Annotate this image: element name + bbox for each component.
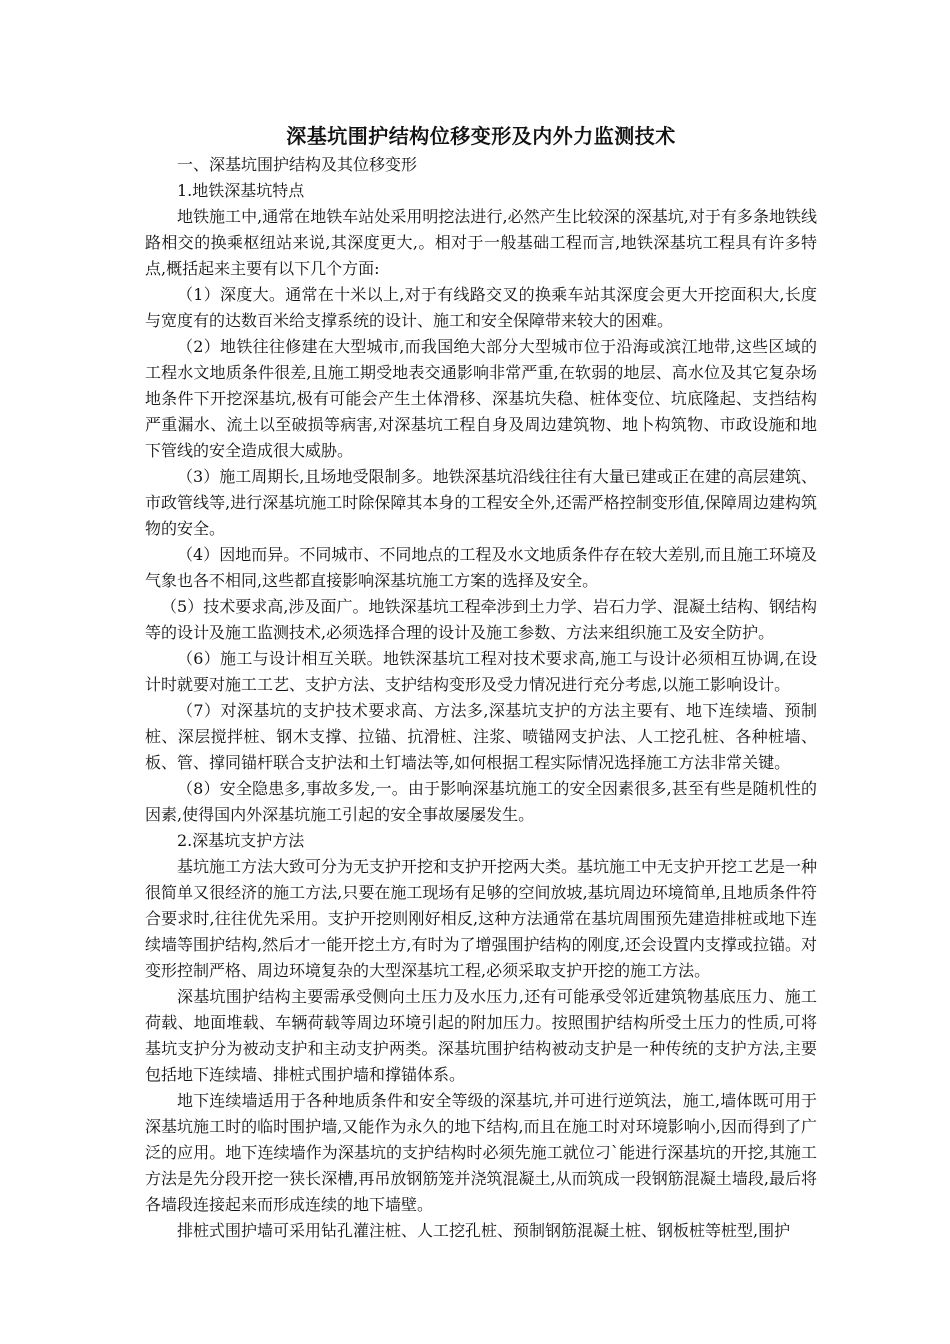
paragraph-item-5: （5）技术要求高,涉及面广。地铁深基坑工程牵涉到土力学、岩石力学、混凝土结构、钢结构等的设计及施工监测技术,必须选择合理的设计及施工参数、方法来组织施工及安全防护。 <box>145 597 817 642</box>
paragraph-item-4: （4）因地而异。不同城市、不同地点的工程及水文地质条件存在较大差别,而且施工环境及气象也各不相同,这些都直接影响深基坑施工方案的选择及安全。 <box>145 545 817 590</box>
section-heading: 一、深基坑围护结构及其位移变形 <box>177 155 418 174</box>
paragraph-pile-wall: 排桩式围护墙可采用钻孔灌注桩、人工挖孔桩、预制钢筋混凝土桩、钢板桩等桩型,围护 <box>177 1221 791 1240</box>
paragraph-intro: 地铁施工中,通常在地铁车站处采用明挖法进行,必然产生比较深的深基坑,对于有多条地铁线路相交的换乘枢纽站来说,其深度更大,。相对于一般基础工程而言,地铁深基坑工程具有许多特点,概括起来主要有以下几个方面: <box>145 207 817 278</box>
subsection-heading-subway-pit-features: 1.地铁深基坑特点 <box>177 181 305 200</box>
paragraph-retaining-structure: 深基坑围护结构主要需承受侧向土压力及水压力,还有可能承受邻近建筑物基底压力、施工荷载、地面堆载、车辆荷载等周边环境引起的附加压力。按照围护结构所受土压力的性质,可将基坑支护分为被动支护和主动支护两类。深基坑围护结构被动支护是一种传统的支护方法,主要包括地下连续墙、排桩式围护墙和撑锚体系。 <box>145 987 817 1084</box>
paragraph-item-2: （2）地铁往往修建在大型城市,而我国绝大部分大型城市位于沿海或滨江地带,这些区域的工程水文地质条件很差,且施工期受地表交通影响非常严重,在软弱的地层、高水位及其它复杂场地条件下开挖深基坑,极有可能会产生土体滑移、深基坑失稳、桩体变位、坑底隆起、支挡结构严重漏水、流土以至破损等病害,对深基坑工程自身及周边建筑物、地卜构筑物、市政设施和地下管线的安全造成很大威胁。 <box>145 337 817 460</box>
paragraph-item-6: （6）施工与设计相互关联。地铁深基坑工程对技术要求高,施工与设计必须相互协调,在设计时就要对施工工艺、支护方法、支护结构变形及受力情况进行充分考虑,以施工影响设计。 <box>145 649 817 694</box>
paragraph-excavation-methods: 基坑施工方法大致可分为无支护开挖和支护开挖两大类。基坑施工中无支护开挖工艺是一种很简单又很经济的施工方法,只要在施工现场有足够的空间放坡,基坑周边环境简单,且地质条件符合要求时,往往优先采用。支护开挖则刚好相反,这种方法通常在基坑周围预先建造排桩或地下连续墙等围护结构,然后才一能开挖土方,有时为了增强围护结构的刚度,还会设置内支撑或拉锚。对变形控制严格、周边环境复杂的大型深基坑工程,必须采取支护开挖的施工方法。 <box>145 857 818 980</box>
document-body <box>145 122 817 1244</box>
paragraph-item-3: （3）施工周期长,且场地受限制多。地铁深基坑沿线往往有大量已建或正在建的高层建筑、市政管线等,进行深基坑施工时除保障其本身的工程安全外,还需严格控制变形值,保障周边建构筑物的安全。 <box>145 467 817 538</box>
paragraph-item-7: （7）对深基坑的支护技术要求高、方法多,深基坑支护的方法主要有、地下连续墙、预制桩、深层搅拌桩、钢木支撑、拉锚、抗滑桩、注浆、喷锚网支护法、人工挖孔桩、各种桩墙、板、管、撑同锚杆联合支护法和土钉墙法等,如何根据工程实际情况选择施工方法非常关键。 <box>145 701 817 772</box>
paragraph-diaphragm-wall: 地下连续墙适用于各种地质条件和安全等级的深基坑,并可进行逆筑法，施工,墙体既可用于深基坑施工时的临时围护墙,又能作为永久的地下结构,而且在施工时对环境影响小,因而得到了广泛的应用。地下连续墙作为深基坑的支护结构时必须先施工就位刁`能进行深基坑的开挖,其施工方法是先分段开挖一狭长深槽,再吊放钢筋笼并浇筑混凝土,从而筑成一段钢筋混凝土墙段,最后将各墙段连接起来而形成连续的地下墙壁。 <box>145 1091 817 1214</box>
document-title: 深基坑围护结构位移变形及内外力监测技术 <box>286 124 676 148</box>
paragraph-item-1: （1）深度大。通常在十米以上,对于有线路交叉的换乘车站其深度会更大开挖面积大,长度与宽度有的达数百米给支撑系统的设计、施工和安全保障带来较大的困难。 <box>145 285 817 330</box>
paragraph-item-8: （8）安全隐患多,事故多发,一。由于影响深基坑施工的安全因素很多,甚至有些是随机性的因素,使得国内外深基坑施工引起的安全事故屡屡发生。 <box>145 779 817 824</box>
subsection-heading-support-methods: 2.深基坑支护方法 <box>177 831 305 850</box>
